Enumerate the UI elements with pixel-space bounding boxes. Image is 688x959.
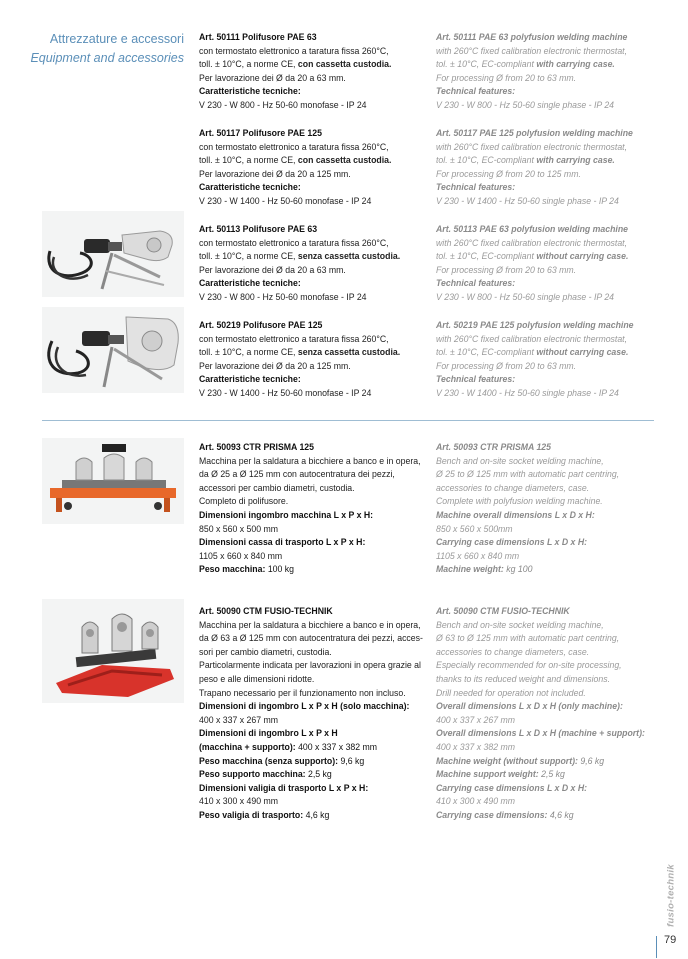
spec-line bbox=[436, 672, 664, 686]
spec-line bbox=[199, 332, 422, 346]
line-text: 410 x 300 x 490 mm bbox=[436, 795, 516, 807]
line-text: Art. 50113 Polifusore PAE 63 bbox=[199, 223, 318, 234]
line-text: toll. ± 10°C, a norme CE, bbox=[199, 58, 298, 70]
line-text: 410 x 300 x 490 mm bbox=[199, 795, 279, 807]
spec-line bbox=[199, 249, 422, 263]
spec-line bbox=[199, 236, 422, 250]
line-text: Per lavorazione dei Ø da 20 a 63 mm. bbox=[199, 263, 346, 275]
article-title bbox=[436, 440, 664, 454]
line-text: 850 x 560 x 500 mm bbox=[199, 522, 279, 534]
section-divider bbox=[42, 420, 654, 421]
spec-line bbox=[199, 276, 422, 290]
spec-line bbox=[436, 44, 664, 58]
entry-text-en bbox=[436, 222, 664, 304]
spec-line bbox=[199, 494, 422, 508]
spec-line bbox=[199, 454, 422, 468]
spec-line bbox=[436, 808, 664, 822]
spec-line bbox=[436, 359, 664, 373]
spec-line bbox=[199, 549, 422, 563]
line-text: Carrying case dimensions L x D x H: bbox=[436, 781, 588, 793]
line-text: Bench and on-site socket welding machine, bbox=[436, 618, 604, 630]
entry-text-en bbox=[436, 30, 664, 112]
line-text: accessori per cambio diametri, custodia. bbox=[199, 481, 355, 493]
article-title bbox=[199, 30, 422, 44]
spec-line bbox=[436, 290, 664, 304]
spec-line bbox=[199, 808, 422, 822]
line-text: Technical features: bbox=[436, 373, 516, 385]
spec-line bbox=[436, 57, 664, 71]
line-text: Per lavorazione dei Ø da 20 a 125 mm. bbox=[199, 167, 351, 179]
entry-text-it bbox=[199, 604, 422, 822]
brand-mark bbox=[662, 862, 676, 932]
line-text: accessories to change diameters, case. bbox=[436, 481, 590, 493]
line-text: Dimensioni cassa di trasporto L x P x H: bbox=[199, 536, 366, 548]
spec-line bbox=[436, 167, 664, 181]
line-text: 850 x 560 x 500mm bbox=[436, 522, 513, 534]
line-text: Dimensioni valigia di trasporto L x P x H: bbox=[199, 781, 369, 793]
spec-line bbox=[199, 713, 422, 727]
spec-line bbox=[199, 153, 422, 167]
line-text: toll. ± 10°C, a norme CE, bbox=[199, 250, 298, 262]
spec-line bbox=[436, 372, 664, 386]
spec-line bbox=[436, 767, 664, 781]
line-text: with 260°C fixed calibration electronic thermostat, bbox=[436, 332, 628, 344]
article-title bbox=[436, 318, 664, 332]
spec-line bbox=[436, 754, 664, 768]
line-text: V 230 - W 1400 - Hz 50-60 monofase - IP 24 bbox=[199, 194, 372, 206]
line-text: accessories to change diameters, case. bbox=[436, 645, 590, 657]
spec-line bbox=[436, 631, 664, 645]
line-text: Caratteristiche tecniche: bbox=[199, 373, 301, 385]
line-text: Machine weight (without support): bbox=[436, 754, 581, 766]
entry-text-en bbox=[436, 604, 664, 822]
page-number: 79 bbox=[664, 934, 677, 946]
entry-text-en bbox=[436, 318, 664, 400]
line-text: Carrying case dimensions L x D x H: bbox=[436, 536, 588, 548]
line-text: Art. 50113 PAE 63 polyfusion welding machine bbox=[436, 223, 629, 234]
line-text: da Ø 63 a Ø 125 mm con autocentratura dei pezzi, acces- bbox=[199, 632, 423, 644]
spec-line bbox=[199, 467, 422, 481]
spec-line bbox=[199, 781, 422, 795]
line-text: 400 x 337 x 267 mm bbox=[436, 713, 516, 725]
article-title bbox=[199, 318, 422, 332]
line-text: with 260°C fixed calibration electronic thermostat, bbox=[436, 140, 628, 152]
spec-line bbox=[199, 263, 422, 277]
spec-line bbox=[199, 699, 422, 713]
spec-line bbox=[436, 618, 664, 632]
line-text: Art. 50090 CTM FUSIO-TECHNIK bbox=[436, 605, 570, 616]
line-text: Machine weight: bbox=[436, 563, 507, 575]
spec-line bbox=[436, 686, 664, 700]
line-text: Technical features: bbox=[436, 181, 516, 193]
spec-line bbox=[199, 98, 422, 112]
article-title bbox=[199, 604, 422, 618]
spec-line bbox=[199, 44, 422, 58]
spec-line bbox=[199, 386, 422, 400]
line-text: Art. 50117 Polifusore PAE 125 bbox=[199, 127, 322, 138]
line-text: tol. ± 10°C, EC-compliant bbox=[436, 58, 537, 70]
line-text: V 230 - W 1400 - Hz 50-60 monofase - IP 24 bbox=[199, 386, 372, 398]
spec-line bbox=[436, 236, 664, 250]
line-text: Macchina per la saldatura a bicchiere a banco e in opera, bbox=[199, 618, 421, 630]
spec-line bbox=[199, 167, 422, 181]
line-value: 9,6 kg bbox=[340, 754, 365, 766]
line-text: Overall dimensions L x D x H (machine + support): bbox=[436, 727, 645, 739]
line-emphasis: without carrying case. bbox=[536, 250, 629, 262]
spec-line bbox=[436, 522, 664, 536]
line-value: 4,6 kg bbox=[549, 808, 574, 820]
spec-line bbox=[199, 535, 422, 549]
spec-line bbox=[436, 494, 664, 508]
spec-line bbox=[199, 658, 422, 672]
entry-text-it bbox=[199, 30, 422, 112]
spec-line bbox=[436, 481, 664, 495]
line-text: Art. 50219 PAE 125 polyfusion welding machine bbox=[436, 319, 634, 330]
line-text: V 230 - W 1400 - Hz 50-60 single phase - IP 24 bbox=[436, 386, 619, 398]
line-text: Art. 50111 PAE 63 polyfusion welding machine bbox=[436, 31, 628, 42]
spec-line bbox=[436, 332, 664, 346]
product-photo-pae63 bbox=[42, 211, 184, 297]
ctr-prisma-machine-image bbox=[42, 438, 184, 524]
article-title bbox=[436, 30, 664, 44]
line-text: Overall dimensions L x D x H (only machine): bbox=[436, 700, 623, 712]
spec-line bbox=[199, 767, 422, 781]
line-text: For processing Ø from 20 to 63 mm. bbox=[436, 359, 577, 371]
product-photo-pae125 bbox=[42, 307, 184, 393]
line-text: Technical features: bbox=[436, 85, 516, 97]
spec-line bbox=[436, 508, 664, 522]
line-text: Carrying case dimensions: bbox=[436, 808, 550, 820]
line-text: For processing Ø from 20 to 63 mm. bbox=[436, 71, 577, 83]
line-text: Caratteristiche tecniche: bbox=[199, 181, 301, 193]
article-title bbox=[199, 222, 422, 236]
article-title bbox=[199, 440, 422, 454]
spec-line bbox=[199, 71, 422, 85]
line-text: Trapano necessario per il funzionamento non incluso. bbox=[199, 686, 406, 698]
line-text: Art. 50117 PAE 125 polyfusion welding machine bbox=[436, 127, 633, 138]
line-text: For processing Ø from 20 to 125 mm. bbox=[436, 167, 581, 179]
spec-line bbox=[199, 359, 422, 373]
spec-line bbox=[436, 345, 664, 359]
spec-line bbox=[436, 645, 664, 659]
ctm-fusio-technik-machine-image bbox=[42, 599, 184, 703]
spec-line bbox=[199, 345, 422, 359]
line-emphasis: without carrying case. bbox=[536, 346, 629, 358]
line-text: con termostato elettronico a taratura fissa 260°C, bbox=[199, 44, 389, 56]
line-text: Peso valigia di trasporto: bbox=[199, 808, 306, 820]
line-text: Art. 50093 CTR PRISMA 125 bbox=[436, 441, 552, 452]
line-value: 2,5 kg bbox=[541, 768, 565, 780]
line-text: V 230 - W 800 - Hz 50-60 monofase - IP 24 bbox=[199, 290, 367, 302]
article-title bbox=[199, 126, 422, 140]
spec-line bbox=[199, 754, 422, 768]
spec-line bbox=[436, 71, 664, 85]
entry-text-it bbox=[199, 222, 422, 304]
line-text: Dimensioni di ingombro L x P x H (solo macchina): bbox=[199, 700, 410, 712]
spec-line bbox=[199, 645, 422, 659]
article-title bbox=[436, 126, 664, 140]
spec-line bbox=[199, 631, 422, 645]
spec-line bbox=[199, 372, 422, 386]
spec-line bbox=[436, 713, 664, 727]
spec-line bbox=[199, 57, 422, 71]
spec-line bbox=[436, 84, 664, 98]
line-value: 4,6 kg bbox=[305, 808, 330, 820]
line-text: Caratteristiche tecniche: bbox=[199, 277, 301, 289]
line-text: Per lavorazione dei Ø da 20 a 63 mm. bbox=[199, 71, 346, 83]
spec-line bbox=[436, 781, 664, 795]
spec-line bbox=[436, 194, 664, 208]
line-text: Art. 50111 Polifusore PAE 63 bbox=[199, 31, 317, 42]
line-text: 400 x 337 x 267 mm bbox=[199, 713, 279, 725]
welding-iron-pae63-image bbox=[42, 211, 184, 297]
line-emphasis: con cassetta custodia. bbox=[297, 154, 392, 166]
line-text: Ø 63 to Ø 125 mm with automatic part centring, bbox=[436, 632, 620, 644]
spec-line bbox=[436, 98, 664, 112]
line-text: Particolarmente indicata per lavorazioni in opera grazie al bbox=[199, 659, 421, 671]
line-text: V 230 - W 800 - Hz 50-60 monofase - IP 24 bbox=[199, 98, 367, 110]
spec-line bbox=[199, 794, 422, 808]
line-emphasis: senza cassetta custodia. bbox=[297, 250, 401, 262]
spec-line bbox=[436, 549, 664, 563]
line-text: sori per cambio diametri, custodia. bbox=[199, 645, 332, 657]
spec-line bbox=[199, 194, 422, 208]
line-emphasis: senza cassetta custodia. bbox=[297, 346, 401, 358]
spec-line bbox=[436, 249, 664, 263]
line-value: 400 x 337 x 382 mm bbox=[298, 740, 378, 752]
line-text: Peso macchina (senza supporto): bbox=[199, 754, 341, 766]
line-value: 100 kg bbox=[267, 563, 295, 575]
line-emphasis: with carrying case. bbox=[536, 58, 615, 70]
line-text: Complete with polyfusion welding machine. bbox=[436, 495, 603, 507]
line-text: Completo di polifusore. bbox=[199, 495, 289, 507]
line-text: (macchina + supporto): bbox=[199, 740, 299, 752]
line-text: tol. ± 10°C, EC-compliant bbox=[436, 346, 537, 358]
spec-line bbox=[436, 153, 664, 167]
spec-line bbox=[199, 672, 422, 686]
entry-text-it bbox=[199, 126, 422, 208]
line-text: tol. ± 10°C, EC-compliant bbox=[436, 250, 537, 262]
line-text: Art. 50090 CTM FUSIO-TECHNIK bbox=[199, 605, 333, 616]
section-title bbox=[30, 30, 184, 68]
line-text: Ø 25 to Ø 125 mm with automatic part centring, bbox=[436, 468, 620, 480]
spec-line bbox=[199, 140, 422, 154]
entry-text-en bbox=[436, 126, 664, 208]
line-text: 1105 x 660 x 840 mm bbox=[436, 549, 520, 561]
line-value: 2,5 kg bbox=[308, 768, 332, 780]
line-text: Bench and on-site socket welding machine, bbox=[436, 454, 604, 466]
entry-text-en bbox=[436, 440, 664, 576]
spec-line bbox=[436, 535, 664, 549]
line-text: toll. ± 10°C, a norme CE, bbox=[199, 346, 298, 358]
spec-line bbox=[436, 140, 664, 154]
line-text: Machine overall dimensions L x D x H: bbox=[436, 508, 595, 520]
line-text: con termostato elettronico a taratura fissa 260°C, bbox=[199, 140, 389, 152]
spec-line bbox=[199, 180, 422, 194]
brand-name: fusio-technik bbox=[665, 864, 677, 928]
spec-line bbox=[199, 686, 422, 700]
spec-line bbox=[199, 481, 422, 495]
line-text: Art. 50219 Polifusore PAE 125 bbox=[199, 319, 323, 330]
spec-line bbox=[436, 794, 664, 808]
line-text: Especially recommended for on-site processing, bbox=[436, 659, 622, 671]
line-text: Machine support weight: bbox=[436, 768, 542, 780]
welding-iron-pae125-image bbox=[42, 307, 184, 393]
entry-text-it bbox=[199, 318, 422, 400]
line-text: con termostato elettronico a taratura fissa 260°C, bbox=[199, 332, 389, 344]
spec-line bbox=[436, 454, 664, 468]
line-text: con termostato elettronico a taratura fissa 260°C, bbox=[199, 236, 389, 248]
page-number-rule bbox=[656, 936, 657, 958]
spec-line bbox=[436, 658, 664, 672]
line-value: 9,6 kg bbox=[580, 754, 605, 766]
line-text: For processing Ø from 20 to 63 mm. bbox=[436, 263, 577, 275]
line-text: Dimensioni ingombro macchina L x P x H: bbox=[199, 508, 374, 520]
line-text: da Ø 25 a Ø 125 mm con autocentratura dei pezzi, bbox=[199, 468, 395, 480]
line-text: with 260°C fixed calibration electronic thermostat, bbox=[436, 236, 628, 248]
spec-line bbox=[199, 726, 422, 740]
article-title bbox=[436, 604, 664, 618]
line-value: kg 100 bbox=[506, 563, 533, 575]
spec-line bbox=[436, 699, 664, 713]
spec-line bbox=[199, 290, 422, 304]
article-title bbox=[436, 222, 664, 236]
spec-line bbox=[436, 726, 664, 740]
spec-line bbox=[199, 618, 422, 632]
product-photo-ctr-prisma bbox=[42, 438, 184, 524]
line-text: V 230 - W 1400 - Hz 50-60 single phase - IP 24 bbox=[436, 194, 619, 206]
line-text: with 260°C fixed calibration electronic thermostat, bbox=[436, 44, 628, 56]
spec-line bbox=[436, 562, 664, 576]
section-title-italian: Attrezzature e accessori bbox=[49, 32, 184, 46]
line-text: 1105 x 660 x 840 mm bbox=[199, 549, 283, 561]
section-title-english: Equipment and accessories bbox=[30, 51, 184, 65]
spec-line bbox=[436, 740, 664, 754]
line-text: toll. ± 10°C, a norme CE, bbox=[199, 154, 298, 166]
line-text: V 230 - W 800 - Hz 50-60 single phase - IP 24 bbox=[436, 290, 615, 302]
line-text: V 230 - W 800 - Hz 50-60 single phase - IP 24 bbox=[436, 98, 615, 110]
spec-line bbox=[199, 740, 422, 754]
spec-line bbox=[436, 386, 664, 400]
spec-line bbox=[199, 522, 422, 536]
product-photo-ctm-fusio bbox=[42, 599, 184, 703]
spec-line bbox=[199, 84, 422, 98]
line-text: Per lavorazione dei Ø da 20 a 125 mm. bbox=[199, 359, 351, 371]
line-text: Technical features: bbox=[436, 277, 516, 289]
spec-line bbox=[436, 467, 664, 481]
line-emphasis: with carrying case. bbox=[536, 154, 615, 166]
line-text: 400 x 337 x 382 mm bbox=[436, 740, 516, 752]
spec-line bbox=[199, 508, 422, 522]
spec-line bbox=[436, 263, 664, 277]
line-text: tol. ± 10°C, EC-compliant bbox=[436, 154, 537, 166]
line-emphasis: con cassetta custodia. bbox=[297, 58, 392, 70]
line-text: Macchina per la saldatura a bicchiere a banco e in opera, bbox=[199, 454, 421, 466]
line-text: Dimensioni di ingombro L x P x H bbox=[199, 727, 338, 739]
line-text: Caratteristiche tecniche: bbox=[199, 85, 301, 97]
line-text: Drill needed for operation not included. bbox=[436, 686, 586, 698]
spec-line bbox=[436, 276, 664, 290]
entry-text-it bbox=[199, 440, 422, 576]
line-text: Peso supporto macchina: bbox=[199, 768, 309, 780]
spec-line bbox=[436, 180, 664, 194]
line-text: Art. 50093 CTR PRISMA 125 bbox=[199, 441, 315, 452]
spec-line bbox=[199, 562, 422, 576]
line-text: Peso macchina: bbox=[199, 563, 268, 575]
line-text: thanks to its reduced weight and dimensions. bbox=[436, 672, 610, 684]
line-text: peso e alle dimensioni ridotte. bbox=[199, 672, 315, 684]
